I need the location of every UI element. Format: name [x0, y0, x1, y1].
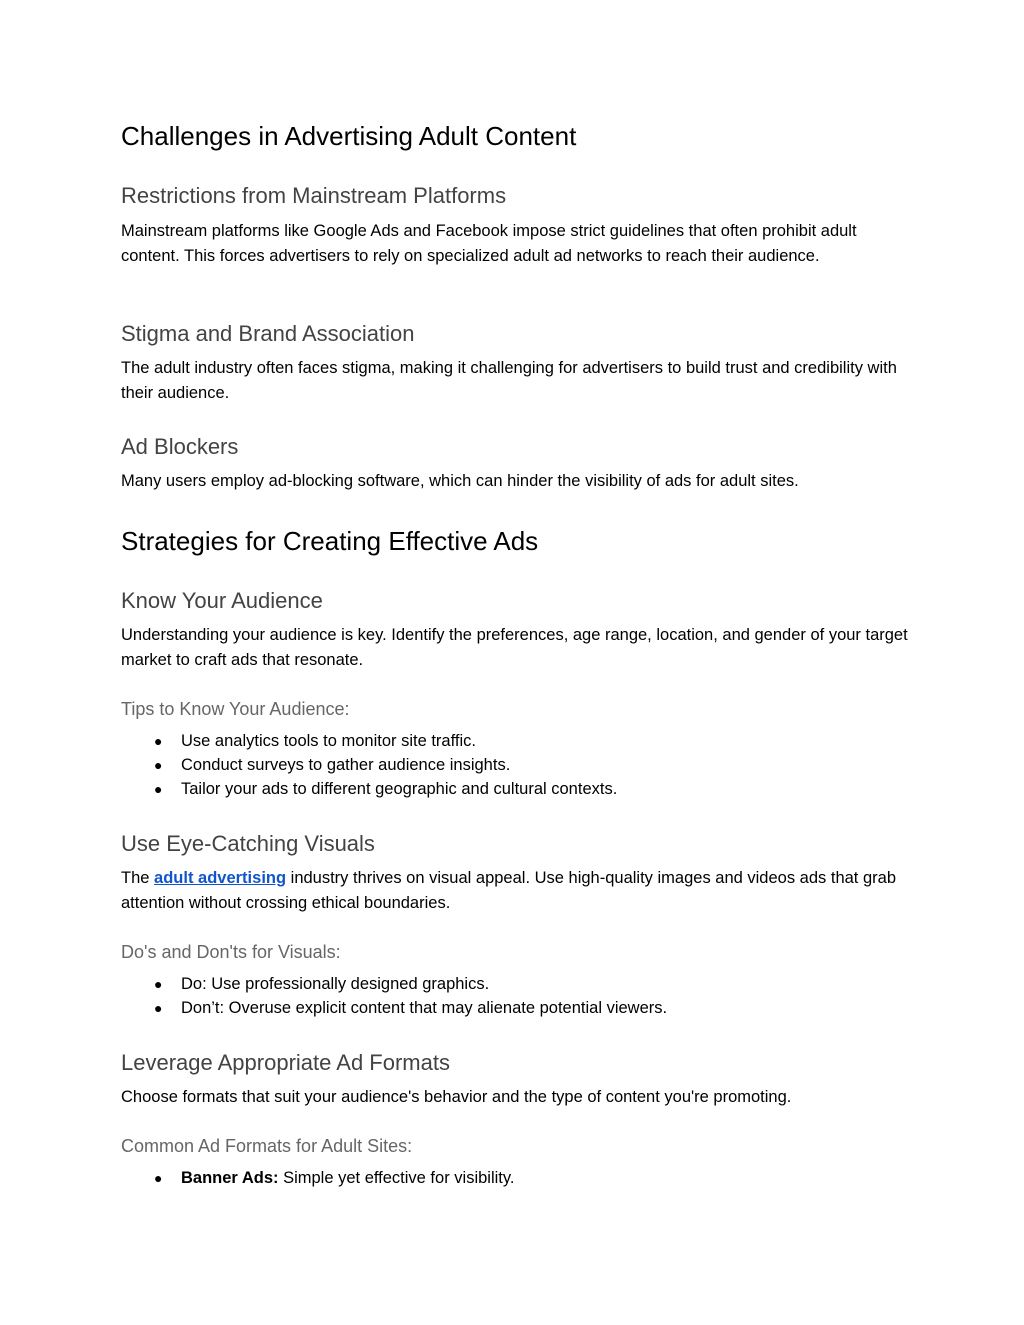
- bullet-icon: ●: [154, 976, 163, 992]
- heading-challenges: Challenges in Advertising Adult Content: [121, 121, 577, 151]
- list-item: ● Do: Use professionally designed graphics.: [121, 972, 911, 996]
- heading-common-formats: Common Ad Formats for Adult Sites:: [121, 1136, 413, 1156]
- heading-know-audience: Know Your Audience: [121, 588, 323, 613]
- paragraph-ad-blockers: Many users employ ad-blocking software, which can hinder the visibility of ads for adult sites.: [121, 472, 799, 490]
- paragraph-restrictions: Mainstream platforms like Google Ads and Facebook impose strict guidelines that often prohibit adult content. This forces advertisers to rely on specialized adult ad networks to reach their audience.: [121, 222, 857, 265]
- heading-tips-audience: Tips to Know Your Audience:: [121, 699, 350, 719]
- paragraph-know-audience: Understanding your audience is key. Identify the preferences, age range, location, and gender of your target market to craft ads that resonate.: [121, 626, 908, 669]
- bullet-icon: ●: [154, 1000, 163, 1017]
- bullet-icon: ●: [154, 1170, 163, 1186]
- heading-ad-formats: Leverage Appropriate Ad Formats: [121, 1050, 450, 1075]
- heading-ad-blockers: Ad Blockers: [121, 434, 239, 459]
- paragraph-ad-formats: Choose formats that suit your audience's behavior and the type of content you're promoting.: [121, 1088, 792, 1106]
- bullet-icon: ●: [154, 733, 163, 749]
- list-tips-audience: [121, 729, 911, 802]
- list-item: ● Don’t: Overuse explicit content that may alienate potential viewers.: [121, 996, 911, 1020]
- heading-stigma: Stigma and Brand Association: [121, 321, 415, 346]
- paragraph-visuals: The adult advertising industry thrives on visual appeal. Use high-quality images and videos ads that grab attention without crossing ethical boundaries.: [121, 869, 896, 912]
- bullet-icon: ●: [154, 781, 163, 798]
- list-item: ● Conduct surveys to gather audience insights.: [121, 753, 911, 777]
- list-item: ● Tailor your ads to different geographic and cultural contexts.: [121, 777, 911, 801]
- list-dos-donts: [121, 972, 911, 1020]
- heading-strategies: Strategies for Creating Effective Ads: [121, 526, 539, 556]
- heading-visuals: Use Eye-Catching Visuals: [121, 831, 375, 856]
- paragraph-stigma: The adult industry often faces stigma, making it challenging for advertisers to build trust and credibility with their audience.: [121, 359, 897, 402]
- list-item: ● Banner Ads: Simple yet effective for visibility.: [121, 1166, 911, 1190]
- bullet-icon: ●: [154, 757, 163, 774]
- list-item: ● Use analytics tools to monitor site traffic.: [121, 729, 911, 753]
- format-label: Banner Ads:: [181, 1169, 279, 1187]
- heading-dos-donts: Do's and Don'ts for Visuals:: [121, 942, 341, 962]
- adult-advertising-link[interactable]: adult advertising: [154, 869, 287, 887]
- list-common-formats: [121, 1166, 911, 1190]
- heading-restrictions: Restrictions from Mainstream Platforms: [121, 183, 507, 208]
